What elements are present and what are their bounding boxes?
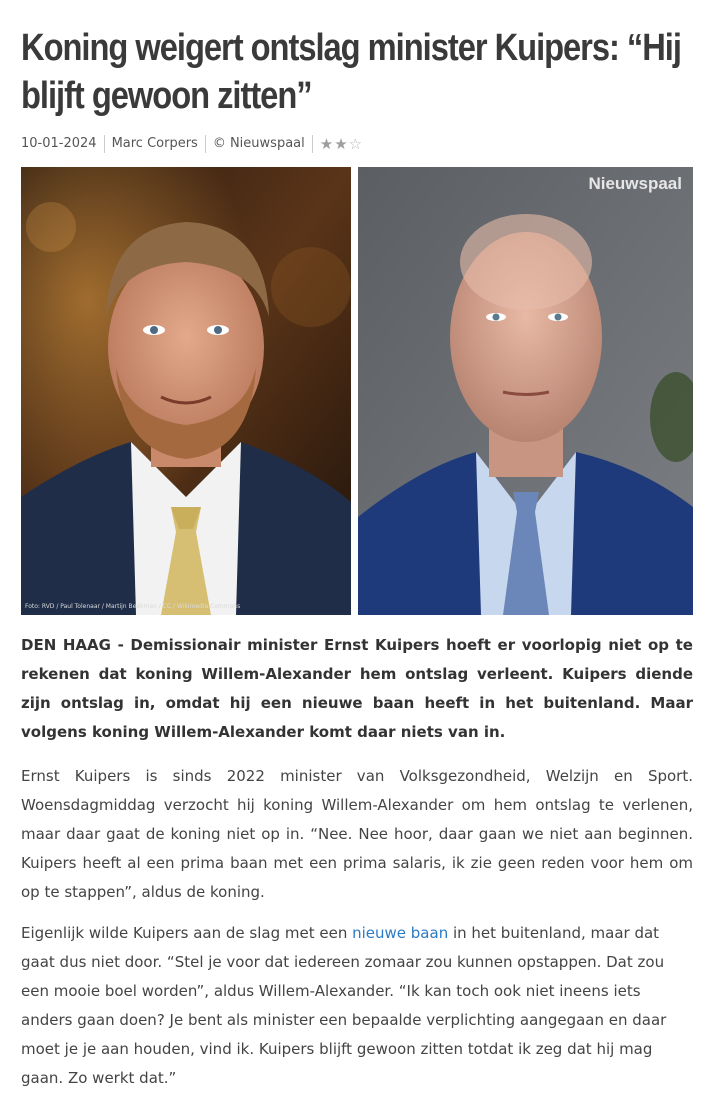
article-photo (21, 167, 693, 615)
article-lead: DEN HAAG - Demissionair minister Ernst Kuipers hoeft er voorlopig niet op te rekenen dat koning Willem-Alexander hem ontslag verleent. Kuipers diende zijn ontslag in, omdat hij een nieuwe baan heeft in het buitenland. Maar volgens koning Willem-Alexander komt daar niets van in. (21, 636, 693, 741)
new-job-link[interactable]: nieuwe baan (352, 924, 449, 942)
article-paragraph (21, 919, 693, 1093)
paragraph-text: Eigenlijk wilde Kuipers aan de slag met een (21, 924, 353, 942)
image-watermark: Nieuwspaal (588, 174, 682, 193)
article-meta (21, 133, 369, 155)
star-rating[interactable] (312, 135, 369, 153)
star-filled-icon[interactable]: ★ (319, 135, 334, 153)
copyright-label: © Nieuwspaal (205, 135, 312, 153)
minister-portrait (358, 167, 693, 615)
author-link[interactable]: Marc Corpers (104, 135, 205, 153)
star-filled-icon[interactable]: ★ (334, 135, 348, 153)
paragraph-text: in het buitenland, maar dat gaat dus niet door. “Stel je voor dat iedereen zomaar zou kunnen opstappen. Dat zou een mooie boel worden”, aldus Willem-Alexander. “Ik kan toch ook niet ineens iets anders gaan doen? Je bent als minister een bepaalde verplichting aangegaan en daar moet je je aan houden, vind ik. Kuipers blijft gewoon zitten totdat ik zeg dat hij mag gaan. Zo werkt dat.” (21, 924, 667, 1087)
publish-date: 10-01-2024 (21, 136, 97, 151)
photo-credit: Foto: RVD / Paul Tolenaar / Martijn Beekman / CC / Wikimedia Commons (25, 603, 241, 610)
article-paragraph: Ernst Kuipers is sinds 2022 minister van Volksgezondheid, Welzijn en Sport. Woensdagmiddag verzocht hij koning Willem-Alexander om hem ontslag te verlenen, maar daar gaat de koning niet op in. “Nee. Nee hoor, daar gaan we niet aan beginnen. Kuipers heeft al een prima baan met een prima salaris, ik zie geen reden voor hem om op te stappen”, aldus de koning. (21, 767, 693, 901)
article (21, 0, 693, 1087)
star-empty-icon[interactable]: ☆ (348, 135, 363, 153)
king-portrait (21, 167, 351, 615)
article-title: Koning weigert ontslag minister Kuipers: “Hij blijft gewoon zitten” (21, 27, 681, 117)
